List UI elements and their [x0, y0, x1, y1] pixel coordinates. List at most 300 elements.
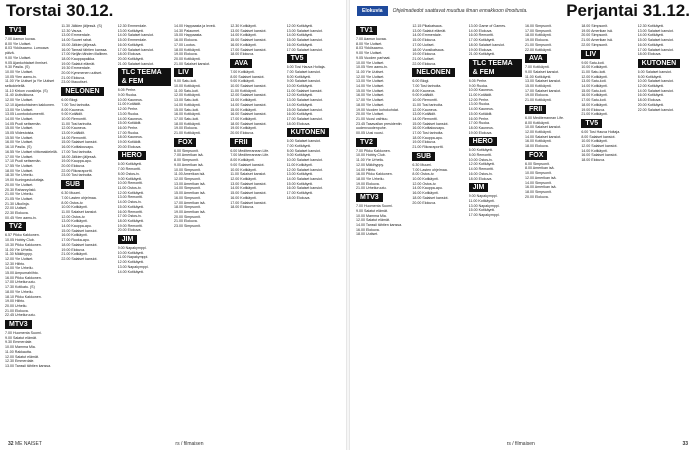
programme-entry: 16.00 Elokuva.	[173, 38, 198, 43]
programme-entry: 15.50 Yle Uutiset.	[5, 135, 34, 140]
programme-entry: 18.00 Yle Urheilu.	[5, 289, 34, 294]
programme-entry: 12.00 Kotikäynti.	[581, 74, 608, 79]
programme-entry: 10.30 Pikku Kakkonen.	[5, 242, 42, 247]
programme-entry: 18.00 Jälkien jäljessä.	[61, 154, 97, 159]
programme-entry: 18.00 Elokuva.	[286, 195, 311, 200]
programme-entry: 8.00 Ostos-tv.	[412, 172, 435, 177]
programme-entry: 16.00 Remontti.	[468, 33, 495, 38]
listing-column	[61, 24, 114, 438]
programme-entry: 18.30 Yle Urheilu.	[5, 173, 34, 178]
programme-entry: 12.00 Kotikäynti.	[286, 93, 314, 98]
programme-entry: 16.00 Yle Uutiset.	[5, 140, 34, 145]
programme-entry: 13.00 Kotikäynti.	[286, 172, 314, 177]
programme-entry: 16.00 Kotitalousapu.	[412, 126, 446, 131]
left-page-number: 32	[8, 440, 14, 447]
programme-entry: 10.00 Kotikäynti.	[581, 139, 608, 144]
programme-entry: 8.00 Yle Uutiset.	[5, 41, 32, 46]
channel-header: TV2	[5, 222, 26, 231]
channel-header: SUB	[61, 180, 84, 189]
programme-entry: 19.00 Kauppa-apu.	[61, 159, 92, 164]
programme-entry: 11.00 Yle Uutiset.	[356, 69, 385, 74]
programme-entry: 17.55 Yle Uutiset.	[5, 163, 34, 168]
programme-entry: 10.00 Remontti.	[117, 181, 144, 186]
programme-entry: 22.00 Uutiset.	[5, 206, 28, 211]
programme-entry: 10.00 Mamma Mia.	[5, 345, 36, 350]
programme-entry: 18.00 Yle Uutiset.	[5, 168, 34, 173]
programme-entry: 10.00 Remontti.	[61, 116, 87, 121]
programme-entry: 10.00 Kotikäynti.	[117, 250, 145, 255]
programme-entry: 6.57 Pikku Kakkonen.	[5, 233, 40, 238]
programme-entry: 23.00 Tosi tarinoita.	[61, 173, 93, 178]
programme-entry: 7.00 Kotikäynti.	[286, 144, 312, 149]
programme-entry: 10.00 Kotikäynti.	[412, 176, 439, 181]
programme-entry: 11.00 Yle Urheilu.	[356, 158, 385, 163]
programme-entry: 16.55 Yle Uutiset viittomakielellä.	[5, 149, 58, 154]
programme-entry: 11.00 Rakkautta.	[5, 349, 32, 354]
programme-entry: 19.00 Elokuva.	[468, 47, 493, 52]
programme-entry: 15.00 Salaiset kansiot.	[286, 38, 323, 43]
programme-entry: 8.00 Salaiset kansiot.	[581, 134, 616, 139]
programme-entry: 13.00 Kotikäynti.	[117, 28, 145, 33]
listing-column	[581, 24, 634, 438]
programme-entry: 12.00 Perhe.	[468, 97, 490, 102]
programme-entry: 18.00 Elokuva.	[286, 121, 311, 126]
programme-entry: 17.00 Simpsonit.	[524, 28, 552, 33]
programme-entry: 14.00 Yle Uutiset.	[5, 116, 34, 121]
programme-entry: 13.00 Ruoka.	[117, 111, 140, 116]
page-gutter	[346, 0, 350, 450]
programme-entry: 9.00 Ruoka.	[117, 93, 138, 98]
programme-entry: 13.00 Kotikäynti.	[230, 98, 257, 103]
programme-entry: 20.00 Elokuva.	[117, 228, 142, 233]
programme-entry: 10.00 Kotikäynti.	[286, 84, 314, 89]
left-page-footer	[0, 439, 345, 448]
programme-entry: 17.00 Kotikäynti.	[286, 191, 314, 196]
programme-entry: 8.00 Ostos-tv.	[117, 171, 140, 176]
programme-entry: 17.00 Neljän tähden illallinen.	[61, 52, 109, 57]
programme-entry: 14.00 Hiihto.	[356, 167, 377, 172]
programme-entry: 12.00 Salatut elämät.	[5, 354, 39, 359]
programme-entry: 18.00 Kotikäynti.	[581, 102, 608, 107]
programme-entry: 9.00 Yle Uutiset.	[5, 55, 32, 60]
programme-entry: 13.05 Luontodokumentti.	[5, 112, 45, 117]
programme-entry: 18.00 Salaiset kansiot.	[412, 195, 449, 200]
programme-entry: 9.00 Kotikäynti.	[117, 176, 143, 181]
programme-entry: 15.00 Satu-koti.	[173, 107, 200, 112]
programme-entry: 11.00 Yle Uutiset ja Yle Uutiset selkokielellä.	[5, 79, 55, 89]
programme-entry: 19.00 Elokuva.	[524, 93, 549, 98]
listing-column	[412, 24, 465, 438]
programme-entry: 16.00 Tanssii tähtien kanssa.	[61, 47, 108, 52]
programme-entry: 16.10 Pasila. (S)	[5, 145, 32, 150]
programme-entry: 17.00 Amerikan isä.	[173, 200, 206, 205]
right-page-number: 33	[682, 440, 688, 447]
programme-entry: 17.00 Tosi tarinoita.	[412, 131, 444, 136]
programme-entry: 15.05 Viidestoista.	[5, 131, 35, 136]
programme-entry: 9.00 Ruoka.	[468, 83, 489, 88]
programme-entry: 9.00 Salaiset kansiot.	[286, 79, 321, 84]
listing-column	[525, 24, 578, 438]
programme-entry: 21.00 Vuosi vaihtuu.	[356, 116, 389, 121]
programme-entry: 17.00 Salaiset kansiot.	[230, 47, 267, 52]
programme-entry: 6.00 Salaiset kansiot.	[637, 69, 672, 74]
right-header-note: Ohjelmatiedot saattavat muuttua ilman ennakkoon ilmoitusta.	[392, 8, 528, 14]
channel-header: TLC TEEMA & FEM	[118, 68, 171, 86]
programme-entry: 7.00 Aamun kuvaa.	[5, 37, 36, 41]
programme-entry: 9.30 Emmerdale.	[5, 340, 33, 345]
programme-entry: 16.00 Remontti.	[117, 209, 144, 214]
programme-entry: 9.00 Satu-koti.	[173, 79, 198, 84]
programme-entry: 22.00 Rikosraportti.	[61, 168, 93, 173]
programme-entry: 13.00 Kotikäynti.	[61, 219, 88, 224]
programme-entry: 7.00 Kotikäynti.	[230, 69, 255, 74]
programme-entry: 16.00 Kotikäynti.	[637, 93, 665, 98]
programme-entry: 16.00 Yle Uutiset.	[356, 93, 385, 98]
programme-entry: 12.00 Kotikäynti.	[468, 162, 496, 167]
programme-entry: 10.00 Salaiset kansiot.	[286, 158, 323, 163]
programme-entry: 8.00 Amerikan isä.	[524, 166, 555, 171]
programme-entry: 17.00 Salaiset kansiot.	[286, 47, 323, 52]
programme-entry: 16.00 Kotikäynti.	[230, 195, 257, 200]
programme-entry: 17.00 Tosi tarinoita.	[61, 149, 93, 154]
left-folio-right: rs / filmaisen	[175, 440, 204, 447]
programme-entry: 13.00 Kotiäidit.	[412, 112, 437, 117]
programme-entry: 19.00 Elokuva.	[412, 52, 437, 57]
programme-entry: 14.00 Remontti.	[468, 167, 495, 172]
programme-entry: 8.00 Salaiset kansiot.	[230, 74, 265, 79]
programme-entry: 14.00 Remontti.	[412, 116, 438, 121]
programme-entry: 15.00 Kotikäynti.	[117, 204, 145, 209]
channel-header: NELONEN	[412, 68, 454, 77]
programme-entry: 19.00 Kotiäidit.	[117, 140, 142, 145]
programme-entry: 9.00 Napakymppi.	[468, 194, 498, 199]
left-listings	[5, 24, 340, 438]
programme-entry: 11.00 Salaiset kansiot.	[230, 172, 267, 177]
programme-entry: 22.45 Urheiluruutu.	[5, 313, 36, 318]
programme-entry: 16.00 Perhe.	[117, 125, 139, 130]
programme-entry: 21.00 Kotikäynti.	[581, 112, 608, 117]
programme-entry: 16.00 Kotikäynti.	[412, 191, 439, 196]
programme-entry: 11.00 Satu-koti.	[581, 69, 607, 74]
programme-entry: 14.00 Yle Uutiset.	[356, 84, 385, 89]
programme-entry: 8.00 Kotikäynti.	[637, 74, 663, 79]
programme-entry: 7.00 Amerikan isä.	[173, 153, 204, 158]
programme-entry: 9.00 Salaiset kansiot.	[230, 162, 265, 167]
programme-entry: 21.00 Kotikäynti.	[173, 131, 201, 136]
programme-entry: 16.00 Simpsonit.	[524, 24, 552, 28]
programme-entry: 23.00 Iltauutiset.	[61, 80, 88, 85]
programme-entry: 15.00 Satu-koti.	[581, 88, 607, 93]
programme-entry: 13.00 Salaiset kansiot.	[637, 28, 674, 33]
programme-entry: 14.00 Kotikäynti.	[286, 102, 314, 107]
programme-entry: 10.00 Kotikäynti.	[173, 84, 201, 89]
programme-entry: 8.00 Kauneus.	[412, 88, 436, 93]
right-page-day: Perjantai 31.12.	[566, 1, 690, 20]
programme-entry: 14.00 Salaiset kansiot.	[637, 88, 674, 93]
channel-header: FRII	[230, 138, 251, 147]
programme-entry: 17.00 Salaiset kansiot.	[117, 47, 154, 52]
programme-entry: 12.00 Kotikäynti.	[117, 190, 145, 195]
right-page-header	[351, 0, 696, 22]
programme-entry: 7.00 Tosi tarinoita.	[61, 102, 91, 107]
programme-entry: 16.00 Amerikan isä.	[524, 185, 557, 190]
programme-entry: 7.00 Huomenta Suomi.	[356, 204, 393, 209]
programme-entry: 9.05 Vuoden parhaat.	[356, 55, 391, 60]
programme-entry: 19.00 Elokuva.	[173, 52, 198, 57]
programme-entry: 16.00 Ostos-tv.	[468, 171, 493, 176]
programme-entry: 18.00 Kotikäynti.	[173, 47, 201, 52]
programme-entry: 12.00 Kotikäynti.	[637, 84, 665, 89]
programme-entry: 10.05 Ylen aamu-tv.	[356, 65, 388, 70]
programme-entry: 20.00 Elokuva.	[117, 144, 142, 149]
programme-entry: 15.00 Ampumahiihto.	[5, 271, 39, 276]
programme-entry: 10.05 Hobby Club.	[5, 238, 35, 243]
programme-entry: 20.30 Rahanryöstö.	[5, 187, 37, 192]
programme-entry: 14.30 Palaumet.	[173, 28, 201, 33]
programme-entry: 15.00 Amerikan isä.	[173, 191, 206, 196]
programme-entry: 23.00 Simpsonit.	[173, 224, 201, 229]
programme-entry: 17.00 Ostos-tv.	[117, 214, 142, 219]
programme-entry: 12.00 Yle Uutiset.	[5, 256, 34, 261]
programme-entry: 10.00 Ostos-tv.	[468, 157, 493, 162]
programme-entry: 21.00 Amerikan isä.	[581, 38, 613, 43]
programme-entry: 22.00 Elokuva.	[412, 61, 437, 66]
programme-entry: 12.00 Kauneus.	[412, 107, 438, 112]
programme-entry: 18.00 Uutiset.	[356, 232, 379, 237]
programme-entry: 21.00 Elokuva.	[173, 219, 198, 224]
programme-entry: 16.00 Pikku Kakkonen.	[356, 172, 393, 177]
programme-entry: 12.00 Amerikan isä.	[524, 175, 557, 180]
programme-entry: 9.00 Kotikäynti.	[286, 153, 312, 158]
programme-entry: 18.00 Vuosikatsaus.	[412, 47, 445, 52]
programme-entry: 16.00 Kotikäynti.	[286, 42, 314, 47]
programme-entry: 14.00 Elokuva.	[468, 28, 493, 33]
programme-entry: 18.00 Kauneus.	[117, 135, 143, 140]
programme-entry: 19.00 Kotikäynti.	[230, 126, 257, 131]
programme-entry: 11.00 Amerikan isä.	[173, 172, 206, 177]
programme-entry: 8.00 Kauneus.	[61, 107, 85, 112]
programme-entry: 9.00 Salatut elämät.	[356, 208, 388, 213]
programme-entry: 18.00 Yle Uutiset.	[356, 102, 385, 107]
programme-entry: 9.00 Kotiäidit.	[61, 112, 84, 117]
programme-entry: 20.00 Elokuva.	[61, 163, 86, 168]
programme-entry: 10.00 Kauneus.	[468, 88, 494, 93]
programme-entry: 12.00 Ostos-tv.	[412, 181, 437, 186]
programme-entry: 19.00 Vuoden kohokohdat.	[356, 107, 399, 112]
programme-entry: 6.00 Tosi Hauva Hoitaja.	[581, 129, 621, 134]
programme-entry: 6.00 Kotikäynti.	[468, 148, 494, 153]
programme-entry: 12.00 Kotikäynti.	[117, 260, 145, 265]
programme-entry: 18.00 Elokuva.	[230, 205, 255, 210]
programme-entry: 13.00 Salatut elämät.	[412, 28, 447, 33]
programme-entry: 15.00 Salaiset kansiot.	[230, 38, 267, 43]
programme-entry: 7.00 Mediterranean Life.	[230, 153, 270, 158]
programme-entry: 19.00 Hiihto.	[5, 299, 26, 304]
programme-entry: 18.00 Kotikäynti.	[173, 121, 201, 126]
programme-entry: 22.00 Simpsonit.	[581, 42, 609, 47]
listing-column	[5, 24, 58, 438]
programme-entry: 14.05 Puoli seitsemän.	[5, 121, 42, 126]
programme-entry: 17.00 Satu-koti.	[173, 116, 200, 121]
programme-entry: 15.00 Kotikäynti.	[468, 208, 496, 213]
programme-entry: 18.10 Pikku Kakkonen.	[5, 294, 42, 299]
programme-entry: 20.00 Kotikäynti.	[173, 56, 201, 61]
programme-entry: 20.00 Yle Uutiset.	[5, 182, 34, 187]
programme-entry: 13.00 Tanssii tähtien kanssa.	[5, 364, 52, 368]
programme-entry: 14.00 Kotikäynti.	[230, 186, 257, 191]
programme-entry: 14.00 Kotikäynti.	[581, 148, 608, 153]
programme-entry: 11.00 Tosi tarinoita.	[412, 102, 444, 107]
programme-entry: 14.00 Kotikäynti.	[173, 102, 201, 107]
programme-entry: 16.00 Kotikäynti.	[173, 112, 201, 117]
programme-entry: 6.00 Mediterranean Life.	[524, 115, 564, 120]
programme-entry: 12.30 Emmerdale.	[5, 359, 35, 364]
programme-entry: 10.00 Yle Uutiset.	[5, 69, 34, 74]
programme-entry: 20.00 Kotikäynti.	[117, 56, 145, 61]
left-folio-label: ME NAISET	[14, 440, 42, 447]
programme-entry: 18.00 Elokuva.	[581, 158, 606, 163]
programme-entry: 19.00 Elokuva.	[581, 107, 606, 112]
programme-entry: 9.00 Salaiset kansiot.	[524, 69, 560, 74]
programme-entry: 6.00 Mediterranean Life.	[230, 148, 270, 153]
programme-entry: 7.00 Lasten ohjelmaa.	[412, 167, 448, 172]
channel-header: KUTONEN	[287, 128, 329, 137]
programme-entry: 14.00 Kotikäynti.	[286, 33, 314, 38]
programme-entry: 13.00 Yle Uutiset.	[356, 79, 385, 84]
programme-entry: 9.00 Yle Uutiset.	[356, 51, 383, 56]
channel-header: TV1	[356, 26, 377, 35]
programme-entry: 8.00 Kotikäynti.	[524, 120, 550, 125]
programme-entry: 20.00 Simpsonit.	[581, 33, 609, 38]
programme-entry: 11.30 Mäkihyppy.	[5, 252, 33, 257]
programme-entry: 13.00 Satu-koti.	[173, 98, 200, 103]
programme-entry: 00.45 Ylen aamu-tv.	[5, 215, 37, 220]
programme-entry: 9.00 Amerikan isä.	[173, 162, 204, 167]
channel-header: TV5	[287, 54, 308, 63]
programme-entry: 11.00 Kotikäynti.	[230, 88, 257, 93]
programme-entry: 11.00 Satu-koti.	[173, 88, 199, 93]
programme-entry: 18.00 Simpsonit.	[524, 189, 552, 194]
programme-entry: 15.00 Salaiset kansiot.	[637, 38, 674, 43]
programme-entry: 12.30 Hiihto.	[5, 261, 26, 266]
programme-entry: 16.00 Kotikäynti.	[230, 42, 257, 47]
programme-entry: 13.00 Ruoka.	[468, 102, 491, 107]
channel-header: JIM	[118, 235, 138, 244]
programme-entry: 14.00 Yle Urheilu.	[5, 266, 34, 271]
programme-entry: 20.00 Elokuva.	[524, 194, 549, 199]
programme-entry: 18.00 Simpsonit.	[581, 24, 609, 28]
programme-entry: 18.00 Salaiset kansiot.	[61, 242, 98, 247]
channel-header: MTV3	[5, 320, 32, 329]
programme-entry: 14.00 Salaiset kansiot.	[286, 176, 323, 181]
programme-entry: 8.00 Yle Uutiset.	[356, 41, 383, 46]
right-page-footer	[351, 439, 696, 448]
programme-entry: 8.00 Ostos-tv.	[61, 200, 84, 205]
programme-entry: 15.00 Salaiset kansiot.	[412, 121, 449, 126]
programme-entry: 7.00 Pikku Kakkonen.	[356, 148, 391, 153]
programme-entry: 19.00 Amerikan isä.	[173, 209, 206, 214]
programme-entry: 12.30 Vauva.	[61, 28, 83, 33]
left-page	[0, 0, 345, 450]
programme-entry: 18.00 Kotikäynti.	[524, 33, 552, 38]
programme-entry: 6.30 Muumi.	[61, 191, 82, 196]
programme-entry: 21.00 Kotikäynti.	[524, 98, 552, 103]
programme-entry: 16.00 Pikku Kakkonen.	[5, 275, 42, 280]
programme-entry: 12.00 Salaiset kansiot.	[581, 144, 618, 149]
programme-entry: 12.00 Yle Uutiset.	[356, 74, 385, 79]
programme-entry: 16.00 Kotikäynti.	[637, 42, 665, 47]
programme-entry: 20.00 Urheilu.	[5, 303, 28, 308]
programme-entry: 11.00 Ostos-tv.	[117, 185, 142, 190]
programme-entry: 14.00 Salaiset kansiot.	[117, 33, 154, 38]
programme-entry: 11.00 Napakymppi.	[117, 255, 149, 260]
programme-entry: 12.30 Kotikäynti.	[230, 24, 257, 28]
programme-entry: 10.00 Salaiset kansiot.	[637, 79, 674, 84]
programme-entry: 8.05 Perhe.	[117, 88, 137, 93]
channel-header: AVA	[230, 59, 252, 68]
programme-entry: 22.30 Elokuva.	[5, 211, 29, 216]
programme-entry: 14.00 Kauppa-apu.	[412, 186, 443, 191]
programme-entry: 17.00 Ruoka.	[117, 130, 140, 135]
programme-entry: 16.00 Elokuva.	[356, 227, 380, 232]
programme-entry: 13.00 Amerikan isä.	[173, 181, 206, 186]
programme-entry: 8.00 Kotikäynti.	[286, 74, 312, 79]
programme-entry: 21.00 Urheiluruutu.	[356, 186, 387, 191]
channel-header: FOX	[174, 138, 196, 147]
programme-entry: 15.00 Salaiset kansiot.	[61, 140, 98, 145]
programme-entry: 8.03 Ykkösaamu. Lumoava päivä.	[5, 46, 49, 56]
programme-entry: 16.00 Kotikäynti.	[61, 233, 88, 238]
programme-entry: 19.00 Elokuva.	[412, 140, 437, 145]
programme-entry: 8.00 Remontti.	[468, 153, 493, 158]
programme-entry: 13.00 Satu-koti.	[581, 79, 607, 84]
programme-entry: 16.00 Kotikäynti.	[581, 93, 608, 98]
programme-entry: 18.00 Elokuva.	[468, 176, 493, 181]
programme-entry: 8.00 Kotikäynti.	[230, 158, 255, 163]
programme-entry: 14.00 Kotikäynti.	[230, 33, 257, 38]
programme-entry: 17.10 Puoli seitsemän.	[5, 159, 42, 164]
programme-entry: 17.00 Urheiluruutu.	[5, 280, 36, 285]
channel-header: JIM	[469, 183, 489, 192]
programme-entry: 18.00 Kauneus.	[468, 125, 494, 130]
programme-entry: 11.00 Salaiset kansiot.	[61, 209, 98, 214]
programme-entry: 14.00 Tanssii tähtien kanssa.	[356, 222, 403, 227]
programme-entry: 16.00 Salaiset kansiot.	[230, 112, 267, 117]
programme-entry: 17.00 Salaiset kansiot.	[637, 47, 674, 52]
channel-header: NELONEN	[61, 87, 103, 96]
programme-entry: 7.00 Aamun kuvaa.	[356, 37, 387, 41]
programme-entry: 19.00 Amerikan isä.	[581, 28, 613, 33]
programme-entry: 16.00 Salaiset kansiot.	[581, 153, 618, 158]
programme-entry: 11.00 Kotiäidit.	[468, 93, 493, 98]
programme-entry: 15.00 Happaasta.	[173, 33, 203, 38]
programme-entry: 21.00 Rikosraportti.	[412, 145, 444, 150]
programme-entry: 15.00 Salaiset kansiot.	[230, 191, 267, 196]
right-folio-label: rs / filmaisen	[506, 440, 535, 447]
programme-entry: 17.00 Napakymppi.	[468, 213, 500, 218]
programme-entry: 13.00 Salaiset kansiot.	[286, 28, 323, 33]
programme-entry: 10.00 Kotikäynti.	[581, 65, 608, 70]
listing-column	[287, 24, 340, 438]
programme-entry: 17.30 Kotikatu. (S)	[5, 285, 35, 290]
programme-entry: 14.00 Kotikäynti.	[637, 33, 665, 38]
programme-entry: 13.00 Game of Games.	[468, 24, 507, 28]
left-page-header	[0, 0, 345, 22]
programme-entry: 14.00 Simpsonit.	[173, 186, 201, 191]
programme-entry: 17.00 Salaiset kansiot.	[524, 88, 562, 93]
programme-entry: 15.00 Kotikäynti.	[524, 84, 552, 89]
channel-header: AVA	[525, 54, 547, 63]
